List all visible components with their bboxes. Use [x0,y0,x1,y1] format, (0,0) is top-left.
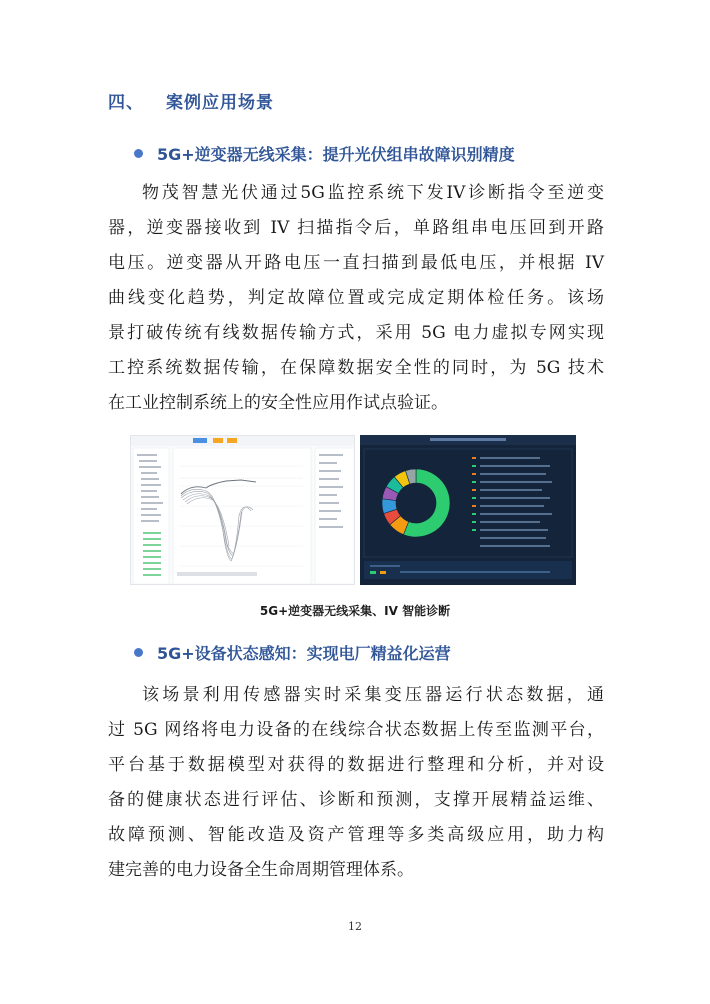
case2-heading-text: 5G+设备状态感知：实现电厂精益化运营 [157,644,451,663]
page-number: 12 [348,920,362,933]
iv-diagnosis-image [360,435,576,585]
iv-curve-image [131,436,355,585]
case1-heading-text: 5G+逆变器无线采集：提升光伏组串故障识别精度 [157,145,515,164]
paragraph-line: 过 5G 网络将电力设备的在线综合状态数据上传至监测平台， [108,720,604,740]
paragraph-line: 景打破传统有线数据传输方式，采用 5G 电力虚拟专网实现 [108,323,604,343]
figure-caption: 5G+逆变器无线采集、IV 智能诊断 [259,604,451,618]
section-title: 案例应用场景 [166,93,274,113]
paragraph-line: 建完善的电力设备全生命周期管理体系。 [108,860,414,880]
case1-paragraph [108,176,604,421]
paragraph-line: 电压。逆变器从开路电压一直扫描到最低电压，并根据 IV [108,253,604,273]
section-number: 四、 [108,93,144,113]
bullet-icon [134,149,143,158]
paragraph-line: 平台基于数据模型对获得的数据进行整理和分析，并对设 [108,755,604,775]
paragraph-line: 在工业控制系统上的安全性应用作试点验证。 [108,393,448,413]
paragraph-line: 备的健康状态进行评估、诊断和预测，支撑开展精益运维、 [108,790,604,810]
paragraph-line: 物茂智慧光伏通过5G监控系统下发IV诊断指令至逆变 [142,183,604,203]
iv-diagnosis-screenshot [360,435,576,585]
paragraph-line: 故障预测、智能改造及资产管理等多类高级应用，助力构 [108,825,604,845]
paragraph-line: 工控系统数据传输，在保障数据安全性的同时，为 5G 技术 [108,358,604,378]
iv-curve-screenshot [130,435,355,585]
case2-heading [134,641,451,664]
paragraph-line: 曲线变化趋势，判定故障位置或完成定期体检任务。该场 [108,288,604,308]
paragraph-line: 该场景利用传感器实时采集变压器运行状态数据，通 [142,685,604,705]
paragraph-line: 器，逆变器接收到 IV 扫描指令后，单路组串电压回到开路 [108,218,604,238]
case2-paragraph [108,678,604,888]
section-heading [108,88,274,113]
case1-heading [134,142,515,165]
bullet-icon [134,648,143,657]
